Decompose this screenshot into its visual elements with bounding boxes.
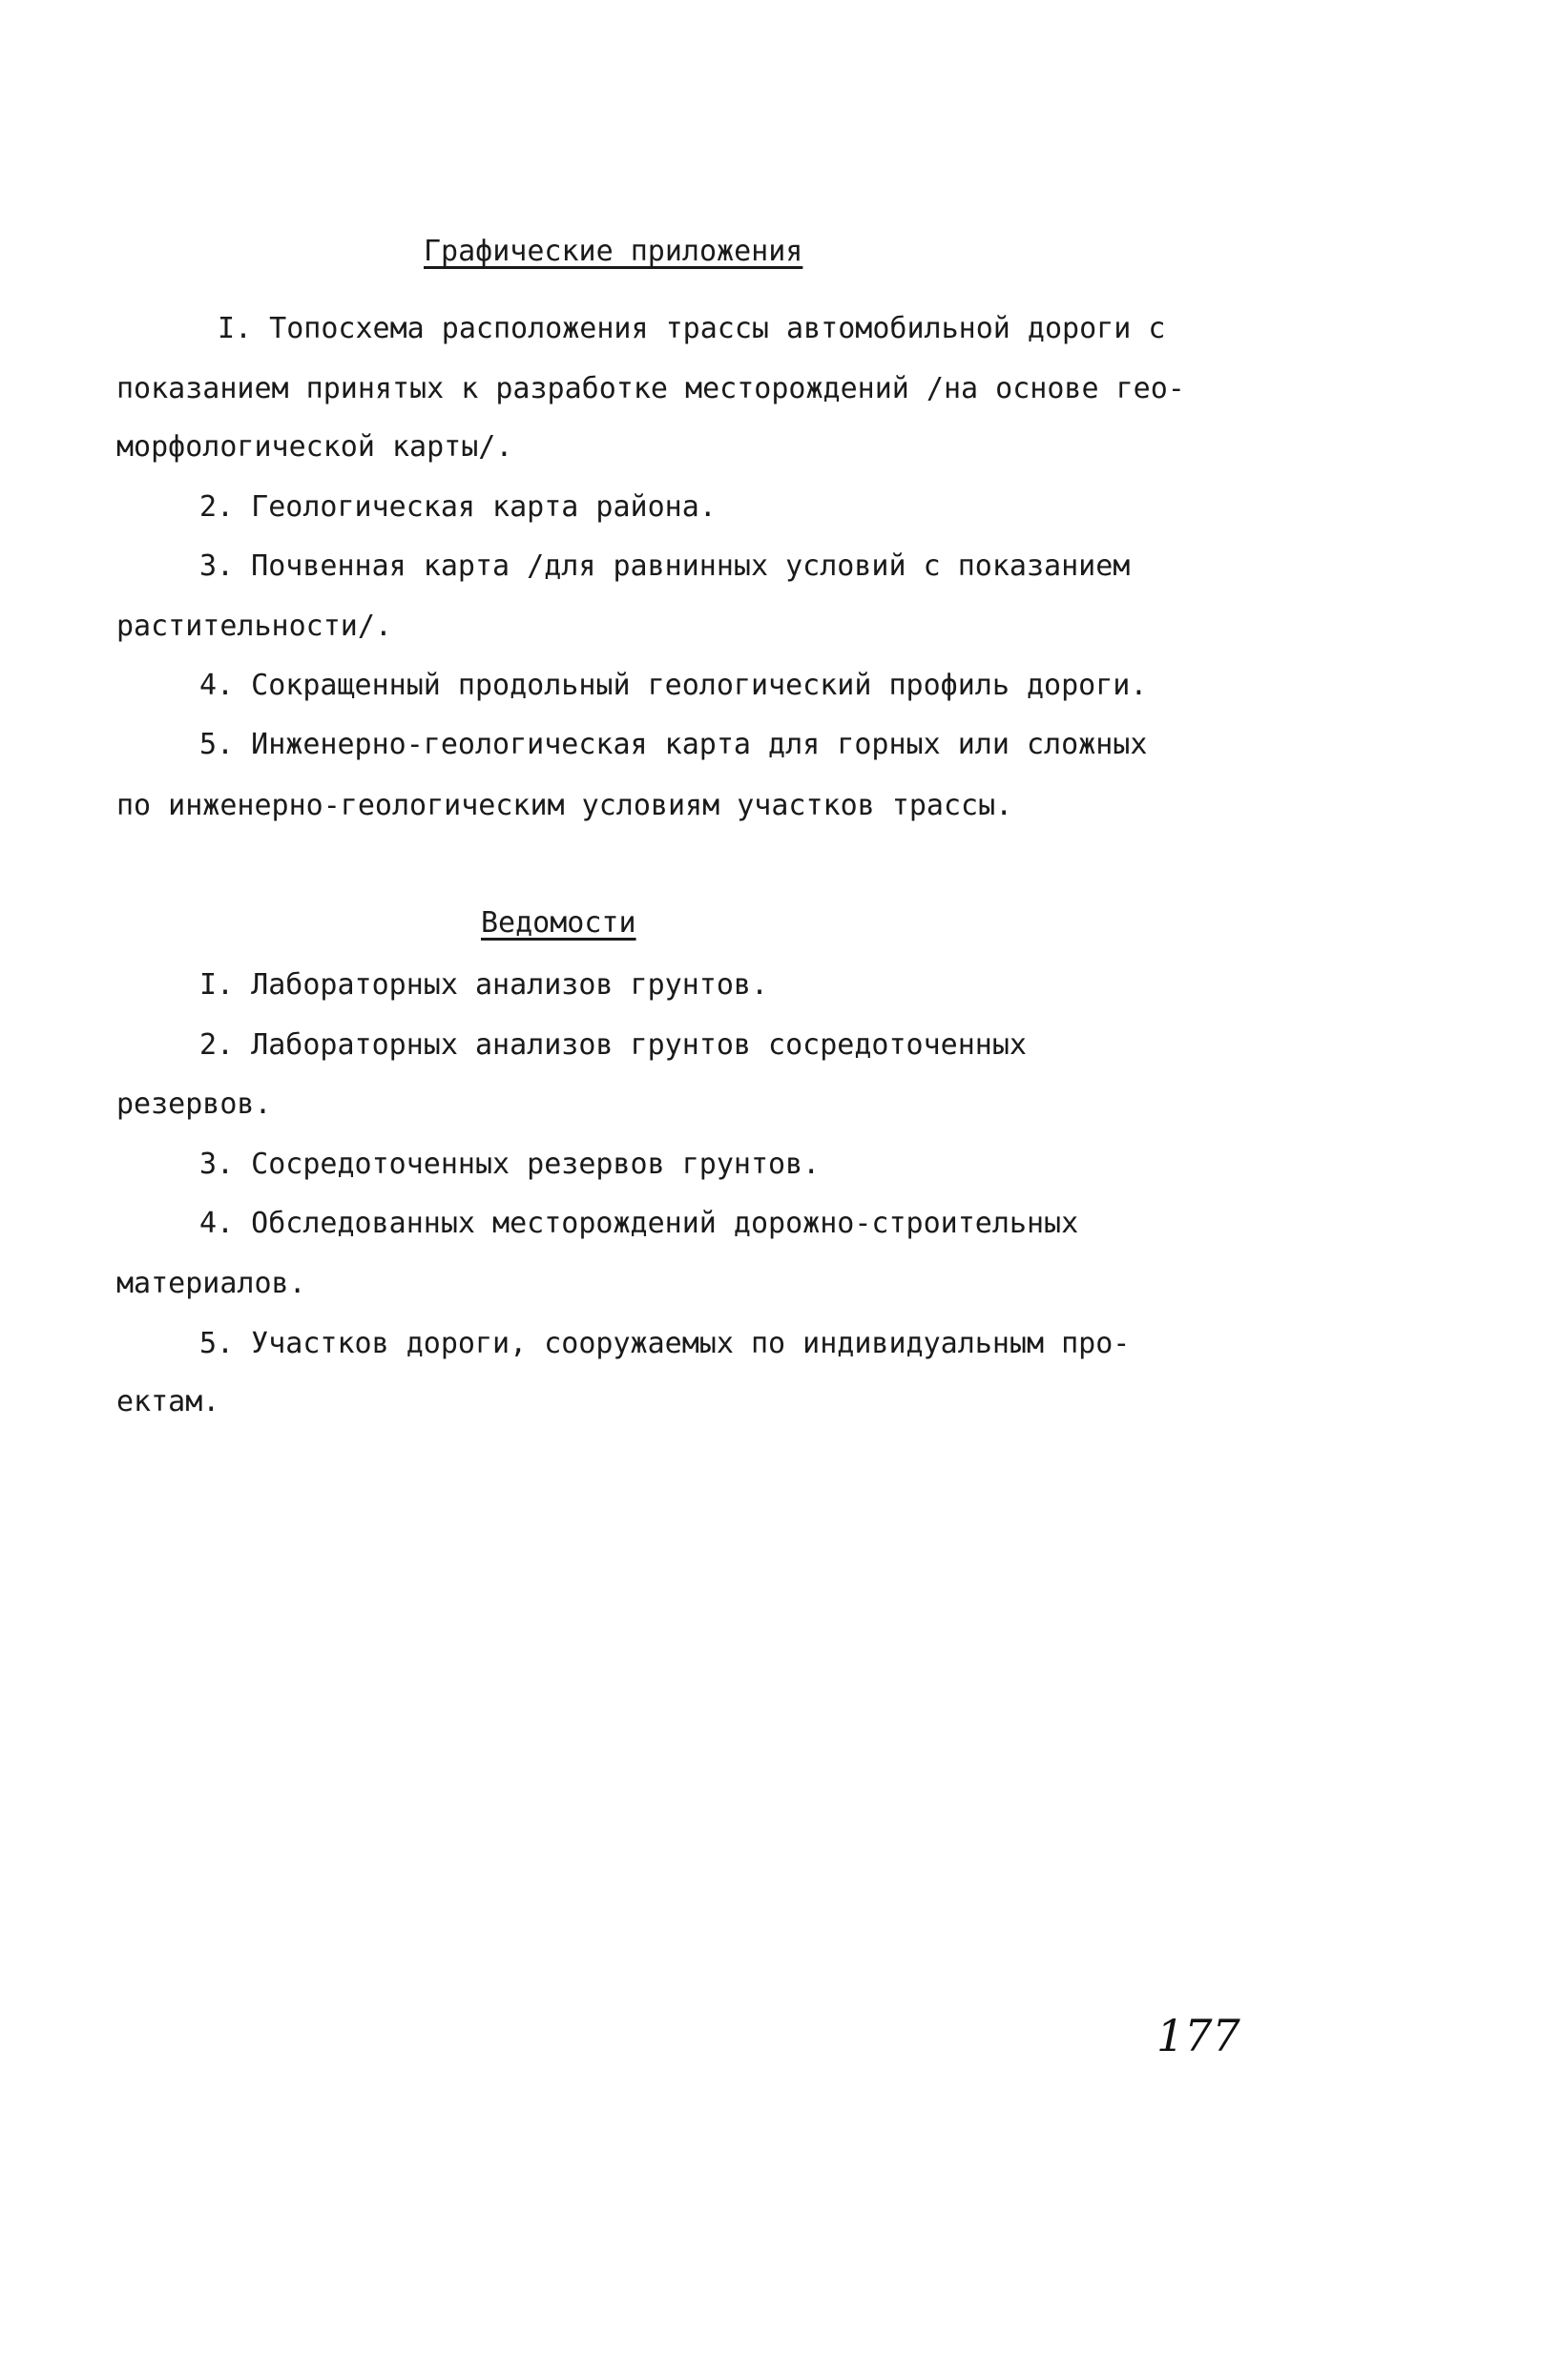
graphic-appendix-line: растительности/.	[116, 610, 392, 643]
graphic-appendix-line: 4. Сокращенный продольный геологический профиль дороги.	[199, 669, 1148, 702]
page-number: 177	[1156, 2010, 1240, 2061]
statement-line: резервов.	[116, 1087, 272, 1121]
statement-line: 3. Сосредоточенных резервов грунтов.	[199, 1148, 821, 1181]
graphic-appendix-line: 3. Почвенная карта /для равнинных условий с показанием	[199, 549, 1131, 583]
graphic-appendices-heading: Графические приложения	[424, 235, 803, 268]
graphic-appendix-line: 5. Инженерно-геологическая карта для горных или сложных	[199, 728, 1148, 761]
graphic-appendix-line: морфологической карты/.	[116, 430, 513, 464]
statement-line: материалов.	[116, 1267, 306, 1300]
statement-line: I. Лабораторных анализов грунтов.	[199, 968, 769, 1002]
graphic-appendix-line: 2. Геологическая карта района.	[199, 490, 717, 524]
graphic-appendix-line: показанием принятых к разработке месторождений /на основе гео-	[116, 372, 1185, 405]
graphic-appendix-line: I. Топосхема расположения трассы автомобильной дороги с	[218, 312, 1166, 345]
statements-heading: Ведомости	[481, 906, 636, 940]
statement-line: 4. Обследованных месторождений дорожно-строительных	[199, 1207, 1079, 1240]
statement-line: ектам.	[116, 1385, 220, 1418]
statement-line: 5. Участков дороги, сооружаемых по индивидуальным про-	[199, 1327, 1131, 1360]
graphic-appendix-line: по инженерно-геологическим условиям участков трассы.	[116, 789, 1013, 822]
statement-line: 2. Лабораторных анализов грунтов сосредоточенных	[199, 1028, 1027, 1062]
